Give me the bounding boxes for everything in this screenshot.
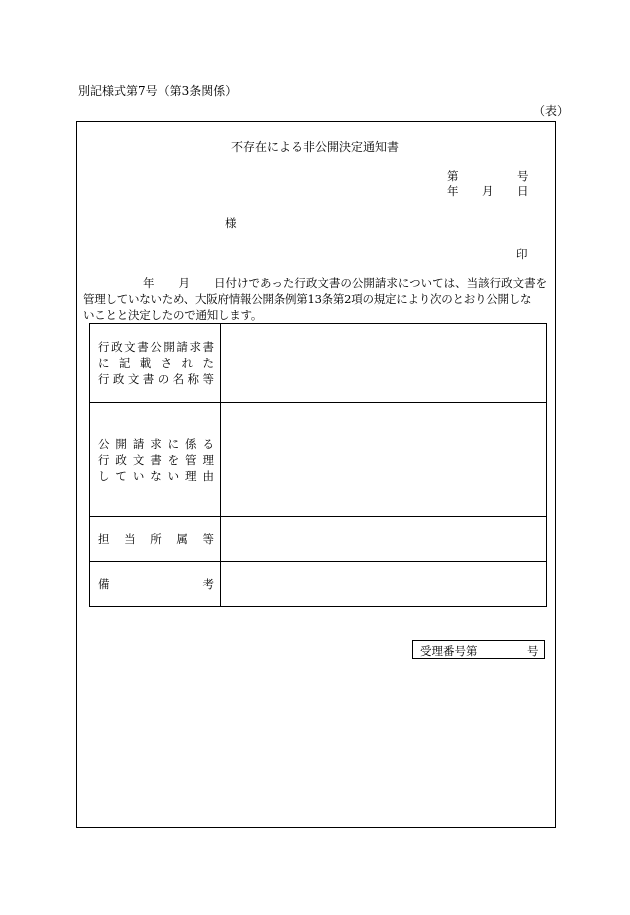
date-day: 日	[517, 184, 529, 198]
label-char: し	[98, 468, 110, 483]
table-row-department	[90, 517, 547, 562]
number-prefix: 第	[447, 169, 459, 183]
label-char: 考	[202, 577, 214, 591]
document-title: 不存在による非公開決定通知書	[230, 140, 399, 154]
label-line	[98, 531, 214, 547]
label-char: に	[98, 356, 110, 370]
label-char: 文	[124, 340, 136, 354]
label-remarks	[90, 562, 221, 607]
label-char: 求	[150, 436, 162, 451]
label-line	[98, 339, 214, 355]
label-char: 係	[185, 436, 197, 451]
number-suffix: 号	[517, 169, 529, 183]
remarks-field[interactable]	[221, 562, 547, 607]
label-char: 当	[124, 532, 136, 546]
label-char: 属	[176, 532, 188, 546]
label-char: 載	[139, 356, 152, 370]
label-char: 文	[127, 372, 140, 386]
label-char: 求	[189, 340, 201, 354]
label-char: に	[167, 436, 180, 451]
receipt-number-box	[412, 640, 545, 659]
label-char: 開	[115, 436, 127, 451]
body-year: 年	[143, 276, 155, 290]
body-line-2: 管理していないため、大阪府情報公開条例第13条第2項の規定により次のとおり公開しな	[83, 292, 532, 306]
receipt-prefix: 受理番号第	[420, 644, 478, 658]
label-char: れ	[181, 356, 194, 370]
label-char: 開	[163, 340, 175, 354]
label-char: 書	[202, 340, 214, 354]
label-char: さ	[160, 356, 173, 370]
label-char: 書	[142, 372, 155, 386]
body-line-1-text: 日付けであった行政文書の公開請求については、当該行政文書を	[214, 276, 548, 290]
label-char: 理	[185, 468, 197, 483]
label-char: 行	[98, 372, 110, 386]
front-side-label: （表）	[533, 104, 570, 118]
label-char: 称	[187, 372, 200, 386]
label-char: る	[202, 436, 214, 451]
label-char: 名	[172, 372, 185, 386]
label-char: 担	[98, 532, 110, 546]
label-char: 備	[98, 577, 110, 591]
label-reason	[90, 403, 221, 517]
label-char: 政	[112, 372, 125, 386]
label-char: い	[132, 468, 145, 483]
label-char: 等	[202, 532, 214, 546]
label-line	[98, 436, 214, 452]
label-char: 文	[132, 452, 145, 467]
label-char: い	[167, 468, 180, 483]
receipt-suffix: 号	[527, 644, 539, 658]
label-char: 等	[202, 372, 214, 386]
label-line	[98, 452, 214, 468]
body-line-3: いことと決定したので通知します。	[83, 308, 263, 322]
table-row-reason	[90, 403, 547, 517]
label-char: の	[157, 372, 170, 386]
info-table	[89, 323, 547, 607]
body-line-1	[83, 275, 555, 291]
label-char: 理	[202, 452, 214, 467]
reason-field[interactable]	[221, 403, 547, 517]
label-char: 所	[150, 532, 162, 546]
label-char: 由	[202, 468, 214, 483]
label-char: 記	[118, 356, 131, 370]
label-char: 政	[115, 452, 127, 467]
label-char: 管	[185, 452, 197, 467]
date-month: 月	[482, 184, 494, 198]
label-char: 書	[150, 452, 162, 467]
form-number-label: 別記様式第7号（第3条関係）	[78, 84, 238, 98]
label-char: 請	[176, 340, 188, 354]
label-line	[98, 371, 214, 387]
label-char: た	[202, 356, 214, 370]
label-line	[98, 468, 214, 484]
label-char: て	[115, 468, 127, 483]
date-year: 年	[447, 184, 459, 198]
body-month: 月	[178, 276, 190, 290]
label-document-name	[90, 324, 221, 403]
label-char: 行	[98, 452, 110, 467]
label-department	[90, 517, 221, 562]
label-char: な	[150, 468, 162, 483]
table-row-document-name	[90, 324, 547, 403]
document-name-field[interactable]	[221, 324, 547, 403]
seal-mark: 印	[516, 247, 528, 261]
label-char: 公	[150, 340, 162, 354]
label-char: 政	[111, 340, 123, 354]
notice-body	[83, 275, 555, 323]
label-line	[98, 576, 214, 592]
label-line	[98, 355, 214, 371]
label-char: を	[167, 452, 180, 467]
label-char: 請	[132, 436, 145, 451]
label-char: 書	[137, 340, 149, 354]
addressee-suffix: 様	[225, 216, 237, 230]
label-char: 公	[98, 436, 110, 451]
department-field[interactable]	[221, 517, 547, 562]
label-char: 行	[98, 340, 110, 354]
table-row-remarks	[90, 562, 547, 607]
